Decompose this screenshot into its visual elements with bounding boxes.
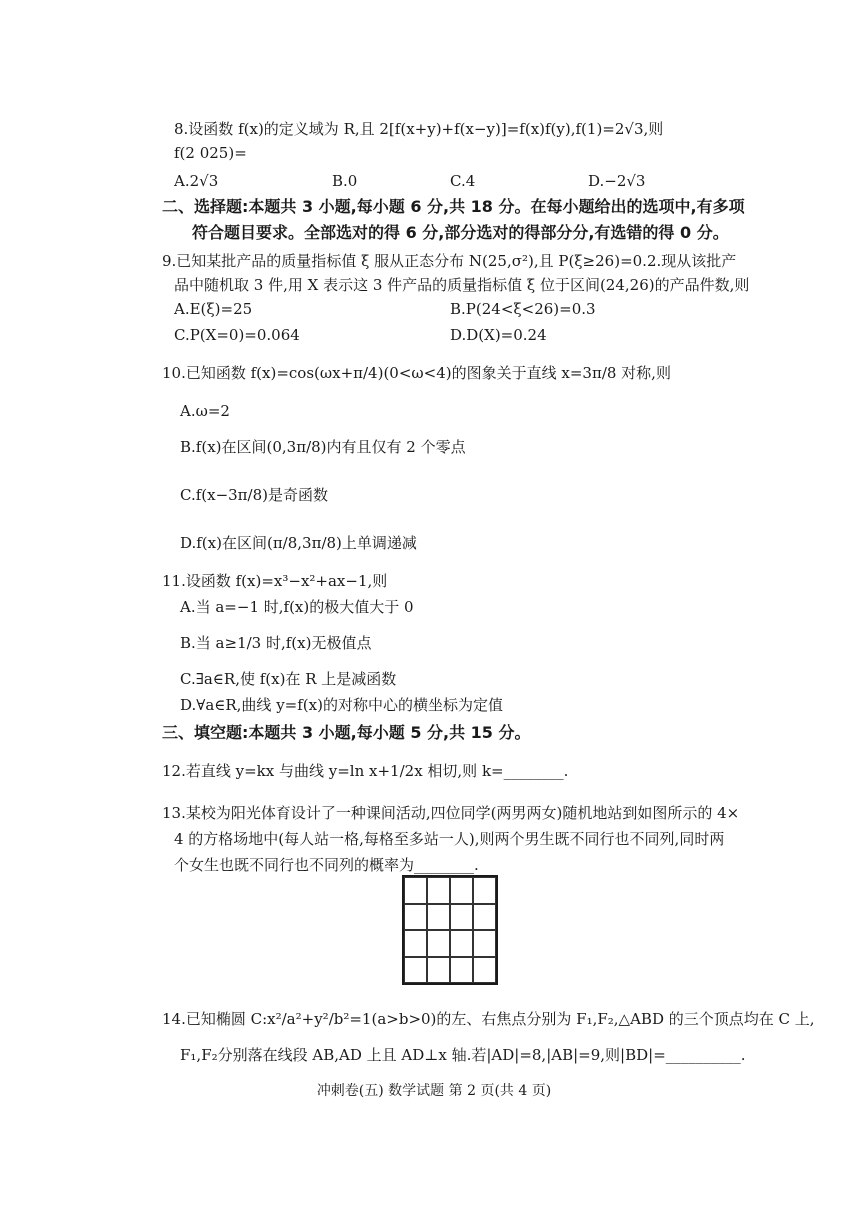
page-footer: 冲刺卷(五) 数学试题 第 2 页(共 4 页)	[316, 1083, 552, 1099]
q13-stem-line1: 13.某校为阳光体育设计了一种课间活动,四位同学(两男两女)随机地站到如图所示的 4×	[162, 804, 740, 822]
q11-option-a: A.当 a=−1 时,f(x)的极大值大于 0	[180, 598, 414, 616]
q8-option-c: C.4	[450, 172, 476, 190]
q8-option-d: D.−2√3	[588, 172, 646, 190]
q10-option-c: C.f(x−3π/8)是奇函数	[180, 486, 328, 504]
q13-stem-line3: 个女生也既不同行也不同列的概率为________.	[174, 856, 479, 874]
grid-cell	[473, 877, 496, 904]
section3-heading: 三、填空题:本题共 3 小题,每小题 5 分,共 15 分。	[162, 723, 531, 742]
grid-cell	[473, 904, 496, 931]
grid-cell	[427, 904, 450, 931]
grid-cell	[450, 957, 473, 984]
q8-stem-line2: f(2 025)=	[174, 144, 247, 162]
q11-option-c: C.∃a∈R,使 f(x)在 R 上是减函数	[180, 670, 397, 688]
q10-option-b: B.f(x)在区间(0,3π/8)内有且仅有 2 个零点	[180, 438, 466, 456]
q11-option-d: D.∀a∈R,曲线 y=f(x)的对称中心的横坐标为定值	[180, 696, 503, 714]
q13-stem-line2: 4 的方格场地中(每人站一格,每格至多站一人),则两个男生既不同行也不同列,同时两	[174, 830, 725, 848]
q9-stem-line1: 9.已知某批产品的质量指标值 ξ 服从正态分布 N(25,σ²),且 P(ξ≥26)=0.2.现从该批产	[162, 252, 737, 270]
q8-option-b: B.0	[332, 172, 358, 190]
q9-option-c: C.P(X=0)=0.064	[174, 326, 300, 344]
grid-cell	[404, 957, 427, 984]
q9-option-a: A.E(ξ)=25	[174, 300, 253, 318]
q12-stem: 12.若直线 y=kx 与曲线 y=ln x+1/2x 相切,则 k=________.	[162, 762, 569, 780]
grid-cell	[473, 957, 496, 984]
q9-option-b: B.P(24<ξ<26)=0.3	[450, 300, 596, 318]
q11-stem: 11.设函数 f(x)=x³−x²+ax−1,则	[162, 572, 388, 590]
q9-option-d: D.D(X)=0.24	[450, 326, 547, 344]
grid-cell	[450, 877, 473, 904]
grid-cell	[427, 930, 450, 957]
grid-cell	[450, 930, 473, 957]
section2-heading-line1: 二、选择题:本题共 3 小题,每小题 6 分,共 18 分。在每小题给出的选项中,有多项	[162, 197, 745, 216]
section2-heading-line2: 符合题目要求。全部选对的得 6 分,部分选对的得部分分,有选错的得 0 分。	[192, 223, 729, 242]
grid-cell	[427, 957, 450, 984]
q14-stem-line2: F₁,F₂分别落在线段 AB,AD 上且 AD⊥x 轴.若|AD|=8,|AB|=9,则|BD|=__________.	[180, 1046, 746, 1064]
grid-cell	[404, 904, 427, 931]
q14-stem-line1: 14.已知椭圆 C:x²/a²+y²/b²=1(a>b>0)的左、右焦点分别为 F₁,F₂,△ABD 的三个顶点均在 C 上,	[162, 1010, 815, 1028]
q10-option-a: A.ω=2	[180, 402, 230, 420]
q10-stem: 10.已知函数 f(x)=cos(ωx+π/4)(0<ω<4)的图象关于直线 x=3π/8 对称,则	[162, 364, 671, 382]
grid-cell	[404, 877, 427, 904]
grid-cell	[404, 930, 427, 957]
q11-option-b: B.当 a≥1/3 时,f(x)无极值点	[180, 634, 372, 652]
grid-cell	[450, 904, 473, 931]
q9-stem-line2: 品中随机取 3 件,用 X 表示这 3 件产品的质量指标值 ξ 位于区间(24,26)的产品件数,则	[174, 276, 750, 294]
grid-cell	[473, 930, 496, 957]
q10-option-d: D.f(x)在区间(π/8,3π/8)上单调递减	[180, 534, 417, 552]
grid-cell	[427, 877, 450, 904]
q8-stem-line1: 8.设函数 f(x)的定义域为 R,且 2[f(x+y)+f(x−y)]=f(x)f(y),f(1)=2√3,则	[174, 120, 664, 138]
four-by-four-grid-figure	[402, 875, 498, 985]
q8-option-a: A.2√3	[174, 172, 219, 190]
